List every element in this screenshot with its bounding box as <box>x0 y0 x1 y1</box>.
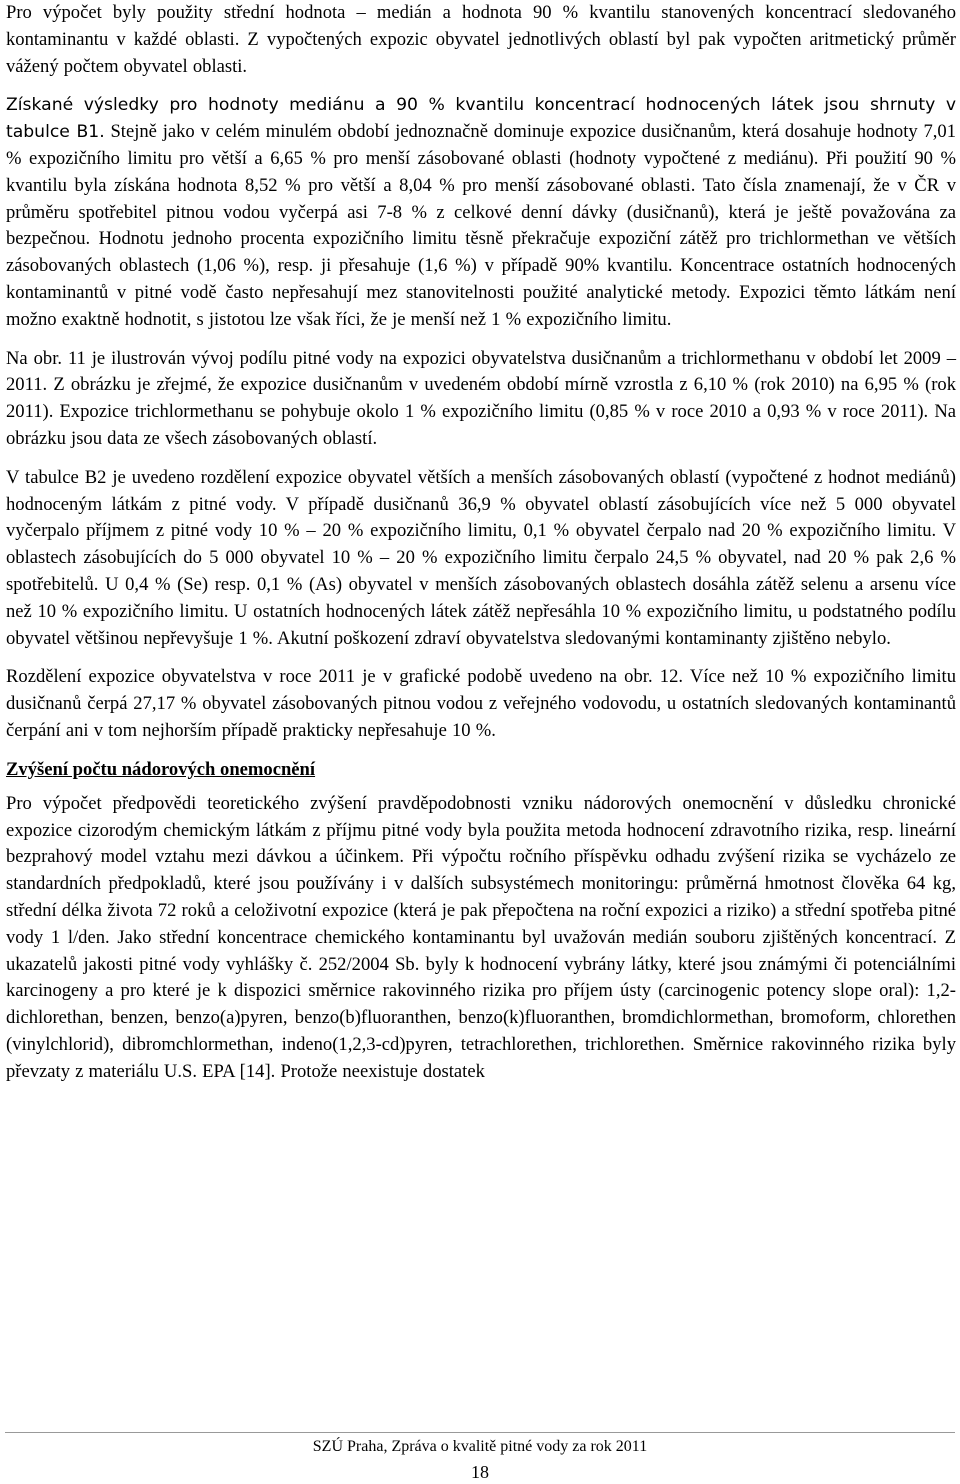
document-body <box>6 0 956 1097</box>
paragraph-results-intro: Získané výsledky pro hodnoty mediánu a 90 % kvantilu koncentrací hodnocených látek jsou shrnuty v tabulce B1. <box>6 95 956 143</box>
paragraph-calculation-method: Pro výpočet byly použity střední hodnota – medián a hodnota 90 % kvantilu stanovených koncentrací sledovaného kontaminantu v každé oblasti. Z vypočtených expozic obyvatel jednotlivých oblastí byl pak vypočten aritmetický průměr vážený počtem obyvatel oblasti. <box>6 2 956 77</box>
paragraph-table-b2: V tabulce B2 je uvedeno rozdělení expozice obyvatel větších a menších zásobovaných oblastí (vypočtené z hodnot mediánů) hodnoceným látkám z pitné vody. V případě dusičnanů 36,9 % obyvatel oblastí zásobujících více než 5 000 obyvatel vyčerpalo příjmem z pitné vody 10 % – 20 % expozičního limitu, 0,1 % obyvatel čerpalo nad 20 % expozičního limitu. V oblastech zásobujících do 5 000 obyvatel 10 % – 20 % expozičního limitu čerpalo 24,5 % obyvatel, nad 20 % pak 2,6 % spotřebitelů. U 0,4 % (Se) resp. 0,1 % (As) obyvatel v menších zásobovaných oblastech dosáhla zátěž selenu a arsenu více než 10 % expozičního limitu. U ostatních hodnocených látek zátěž nepřesáhla 10 % expozičního limitu, u podstatného podílu obyvatel většinou nepřevyšuje 1 %. Akutní poškození zdraví obyvatelstva sledovanými kontaminanty zjištěno nebylo. <box>6 466 956 649</box>
paragraph-cancer-risk: Pro výpočet předpovědi teoretického zvýšení pravděpodobnosti vzniku nádorových onemocnění v důsledku chronické expozice cizorodým chemickým látkám z příjmu pitné vody byla použita metoda hodnocení zdravotního rizika, resp. lineární bezprahový model vztahu mezi dávkou a účinkem. Při výpočtu ročního příspěvku odhadu zvýšení rizika se vycházelo ze standardních předpokladů, které jsou používány i v dalších subsystémech monitoringu: průměrná hmotnost člověka 64 kg, střední délka života 72 roků a celoživotní expozice (která je pak přepočtena na roční expozici a riziko) a střední spotřeba pitné vody 1 l/den. Jako střední koncentrace chemického kontaminantu byl uvažován medián souboru zjištěných koncentrací. Z ukazatelů jakosti pitné vody vyhlášky č. 252/2004 Sb. byly k hodnocení vybrány látky, které jsou známými či potenciálními karcinogeny a pro které je k dispozici směrnice rakovinného rizika pro příjem ústy (carcinogenic potency slope oral): 1,2-dichlorethan, benzen, benzo(a)pyren, benzo(b)fluoranthen, benzo(k)fluoranthen, bromdichlormethan, bromoform, chlorethen (vinylchlorid), dibromchlormethan, indeno(1,2,3-cd)pyren, tetrachlorethen, trichlorethen. Směrnice rakovinného rizika byly převzaty z materiálu U.S. EPA [14]. Protože neexistuje dostatek <box>6 792 956 1082</box>
paragraph-figure-12: Rozdělení expozice obyvatelstva v roce 2011 je v grafické podobě uvedeno na obr. 12. Více než 10 % expozičního limitu dusičnanů čerpá 27,17 % obyvatel zásobovaných pitnou vodou z veřejného vodovodu, u ostatních sledovaných kontaminantů čerpání ani v tom nejhorším případě prakticky nepřesahuje 10 %. <box>6 666 956 741</box>
section-heading: Zvýšení počtu nádorových onemocnění <box>6 758 316 780</box>
paragraph-figure-11: Na obr. 11 je ilustrován vývoj podílu pitné vody na expozici obyvatelstva dusičnanům a trichlormethanu v období let 2009 – 2011. Z obrázku je zřejmé, že expozice dusičnanům v uvedeném období mírně vzrostla z 6,10 % (rok 2010) na 6,95 % (rok 2011). Expozice trichlormethanu se pohybuje okolo 1 % expozičního limitu (0,85 % v roce 2010 a 0,93 % v roce 2011). Na obrázku jsou data ze všech zásobovaných oblastí. <box>6 347 956 449</box>
footer-divider <box>5 1432 955 1433</box>
footer-title: SZÚ Praha, Zpráva o kvalitě pitné vody za rok 2011 <box>312 1438 648 1455</box>
page-number: 18 <box>471 1462 489 1482</box>
paragraph-results-detail: Stejně jako v celém minulém období jednoznačně dominuje expozice dusičnanům, která dosahuje hodnoty 7,01 % expozičního limitu pro větší a 6,65 % pro menší zásobované oblasti (hodnoty vypočtené z mediánu). Při použití 90 % kvantilu byla získána hodnota 8,52 % pro větší a 8,04 % pro menší zásobované oblasti. Tato čísla znamenají, že v ČR v průměru spotřebitel pitnou vodou vyčerpá asi 7-8 % z celkové denní dávky (dusičnanů), která je ještě považována za bezpečnou. Hodnotu jednoho procenta expozičního limitu těsně překračuje expoziční zátěž pro trichlormethan ve větších zásobovaných oblastech (1,06 %), resp. ji přesahuje (1,6 %) v případě 90% kvantilu. Koncentrace ostatních hodnocených kontaminantů v pitné vodě často nepřesahují mez stanovitelnosti použité analytické metody. Expozici těmto látkám není možno exaktně hodnotit, s jistotou lze však říci, že je menší než 1 % expozičního limitu. <box>6 121 957 330</box>
paragraph-results-summary <box>6 92 956 333</box>
page-footer <box>0 1432 960 1483</box>
